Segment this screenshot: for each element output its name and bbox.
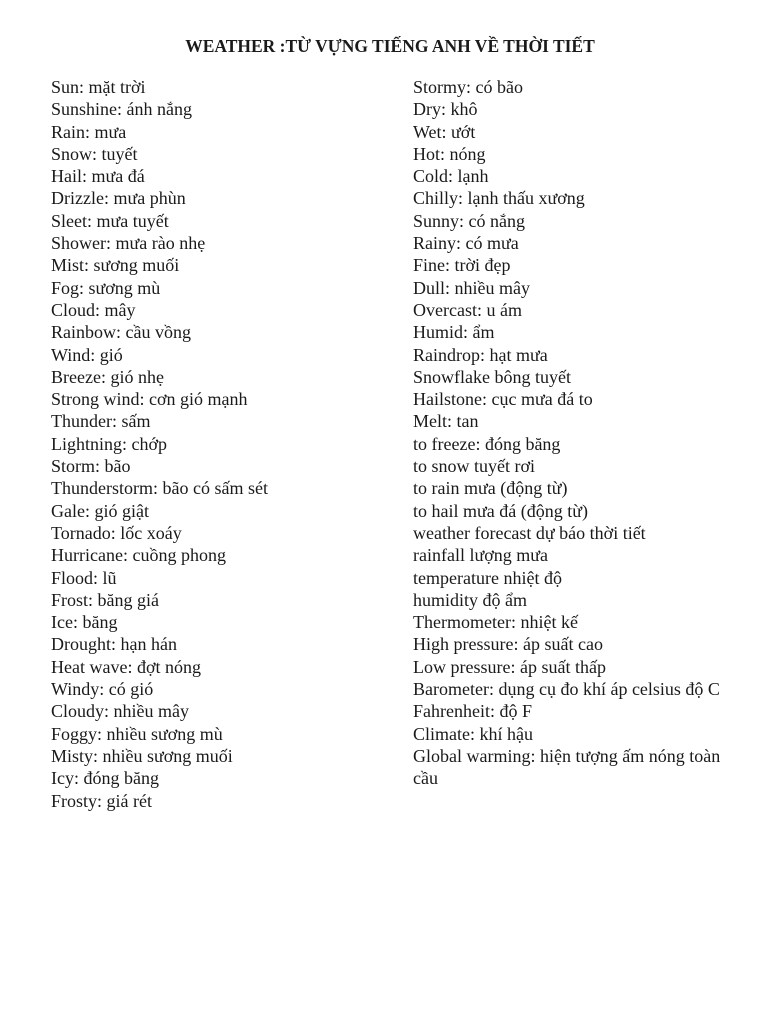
vocab-item: Sleet: mưa tuyết <box>51 210 169 231</box>
vocabulary-column-right <box>413 76 723 790</box>
vocab-item: Barometer: dụng cụ đo khí áp celsius độ C <box>413 679 720 700</box>
vocab-item: Thermometer: nhiệt kế <box>413 612 578 633</box>
vocab-item: High pressure: áp suất cao <box>413 634 603 655</box>
vocab-item: Thunder: sấm <box>51 411 151 432</box>
page-title: WEATHER :TỪ VỰNG TIẾNG ANH VỀ THỜI TIẾT <box>185 36 595 56</box>
vocab-item: Sunshine: ánh nắng <box>51 99 192 120</box>
vocab-item: Cloudy: nhiều mây <box>51 701 189 722</box>
vocab-item: Hot: nóng <box>413 143 486 164</box>
vocab-item: Storm: bão <box>51 456 131 477</box>
vocab-item: Fog: sương mù <box>51 277 161 298</box>
vocab-item: Heat wave: đợt nóng <box>51 656 201 677</box>
vocab-item: Frosty: giá rét <box>51 790 152 811</box>
vocab-item: Melt: tan <box>413 411 479 432</box>
vocab-item: Icy: đóng băng <box>51 768 159 789</box>
vocab-item: Windy: có gió <box>51 679 154 700</box>
vocab-item: Fine: trời đẹp <box>413 255 511 276</box>
vocab-item: Strong wind: cơn gió mạnh <box>51 389 248 410</box>
vocab-item: Drought: hạn hán <box>51 634 177 655</box>
vocab-item: Rain: mưa <box>51 121 127 142</box>
vocab-item: to hail mưa đá (động từ) <box>413 500 588 521</box>
vocab-item: Global warming: hiện tượng ấm nóng toàn cầu <box>413 745 721 789</box>
vocab-item: Drizzle: mưa phùn <box>51 188 186 209</box>
vocab-item: Sun: mặt trời <box>51 77 146 97</box>
vocab-item: Humid: ẩm <box>413 322 495 343</box>
vocab-item: to freeze: đóng băng <box>413 433 561 454</box>
vocab-item: Thunderstorm: bão có sấm sét <box>51 478 268 499</box>
vocab-item: Fahrenheit: độ F <box>413 701 532 722</box>
vocab-item: to rain mưa (động từ) <box>413 478 568 499</box>
vocab-item: Ice: băng <box>51 612 118 633</box>
vocab-item: Misty: nhiều sương muối <box>51 745 233 766</box>
vocab-item: Wind: gió <box>51 344 123 365</box>
vocab-item: Hurricane: cuồng phong <box>51 545 226 566</box>
vocab-item: Shower: mưa rào nhẹ <box>51 233 206 254</box>
vocab-item: weather forecast dự báo thời tiết <box>413 522 646 543</box>
vocab-item: Tornado: lốc xoáy <box>51 522 182 543</box>
vocab-item: Frost: băng giá <box>51 589 159 610</box>
vocab-item: Cloud: mây <box>51 299 136 320</box>
vocab-item: Gale: gió giật <box>51 500 149 521</box>
vocab-item: Low pressure: áp suất thấp <box>413 656 606 677</box>
vocab-item: Foggy: nhiều sương mù <box>51 723 223 744</box>
vocab-item: Overcast: u ám <box>413 299 522 320</box>
vocab-item: Flood: lũ <box>51 567 117 588</box>
vocab-item: Hail: mưa đá <box>51 166 145 187</box>
vocab-item: Mist: sương muối <box>51 255 180 276</box>
vocab-item: Climate: khí hậu <box>413 723 533 744</box>
vocab-item: Wet: ướt <box>413 121 476 142</box>
vocab-item: Lightning: chớp <box>51 433 168 454</box>
vocab-item: to snow tuyết rơi <box>413 456 536 477</box>
vocab-item: Dull: nhiều mây <box>413 277 530 298</box>
vocab-item: Rainbow: cầu vồng <box>51 322 191 343</box>
vocab-item: temperature nhiệt độ <box>413 567 562 588</box>
vocab-item: Sunny: có nắng <box>413 210 525 231</box>
vocab-item: Rainy: có mưa <box>413 233 519 254</box>
vocabulary-column-left <box>51 76 391 812</box>
vocab-item: rainfall lượng mưa <box>413 545 548 566</box>
vocab-item: Snowflake bông tuyết <box>413 366 571 387</box>
vocab-item: Cold: lạnh <box>413 166 489 187</box>
vocab-item: Raindrop: hạt mưa <box>413 344 548 365</box>
vocab-item: Breeze: gió nhẹ <box>51 366 164 387</box>
vocab-item: humidity độ ẩm <box>413 589 527 610</box>
vocab-item: Chilly: lạnh thấu xương <box>413 188 585 209</box>
vocab-item: Snow: tuyết <box>51 143 138 164</box>
vocab-item: Dry: khô <box>413 99 478 120</box>
vocab-item: Stormy: có bão <box>413 77 523 97</box>
vocab-item: Hailstone: cục mưa đá to <box>413 389 593 410</box>
